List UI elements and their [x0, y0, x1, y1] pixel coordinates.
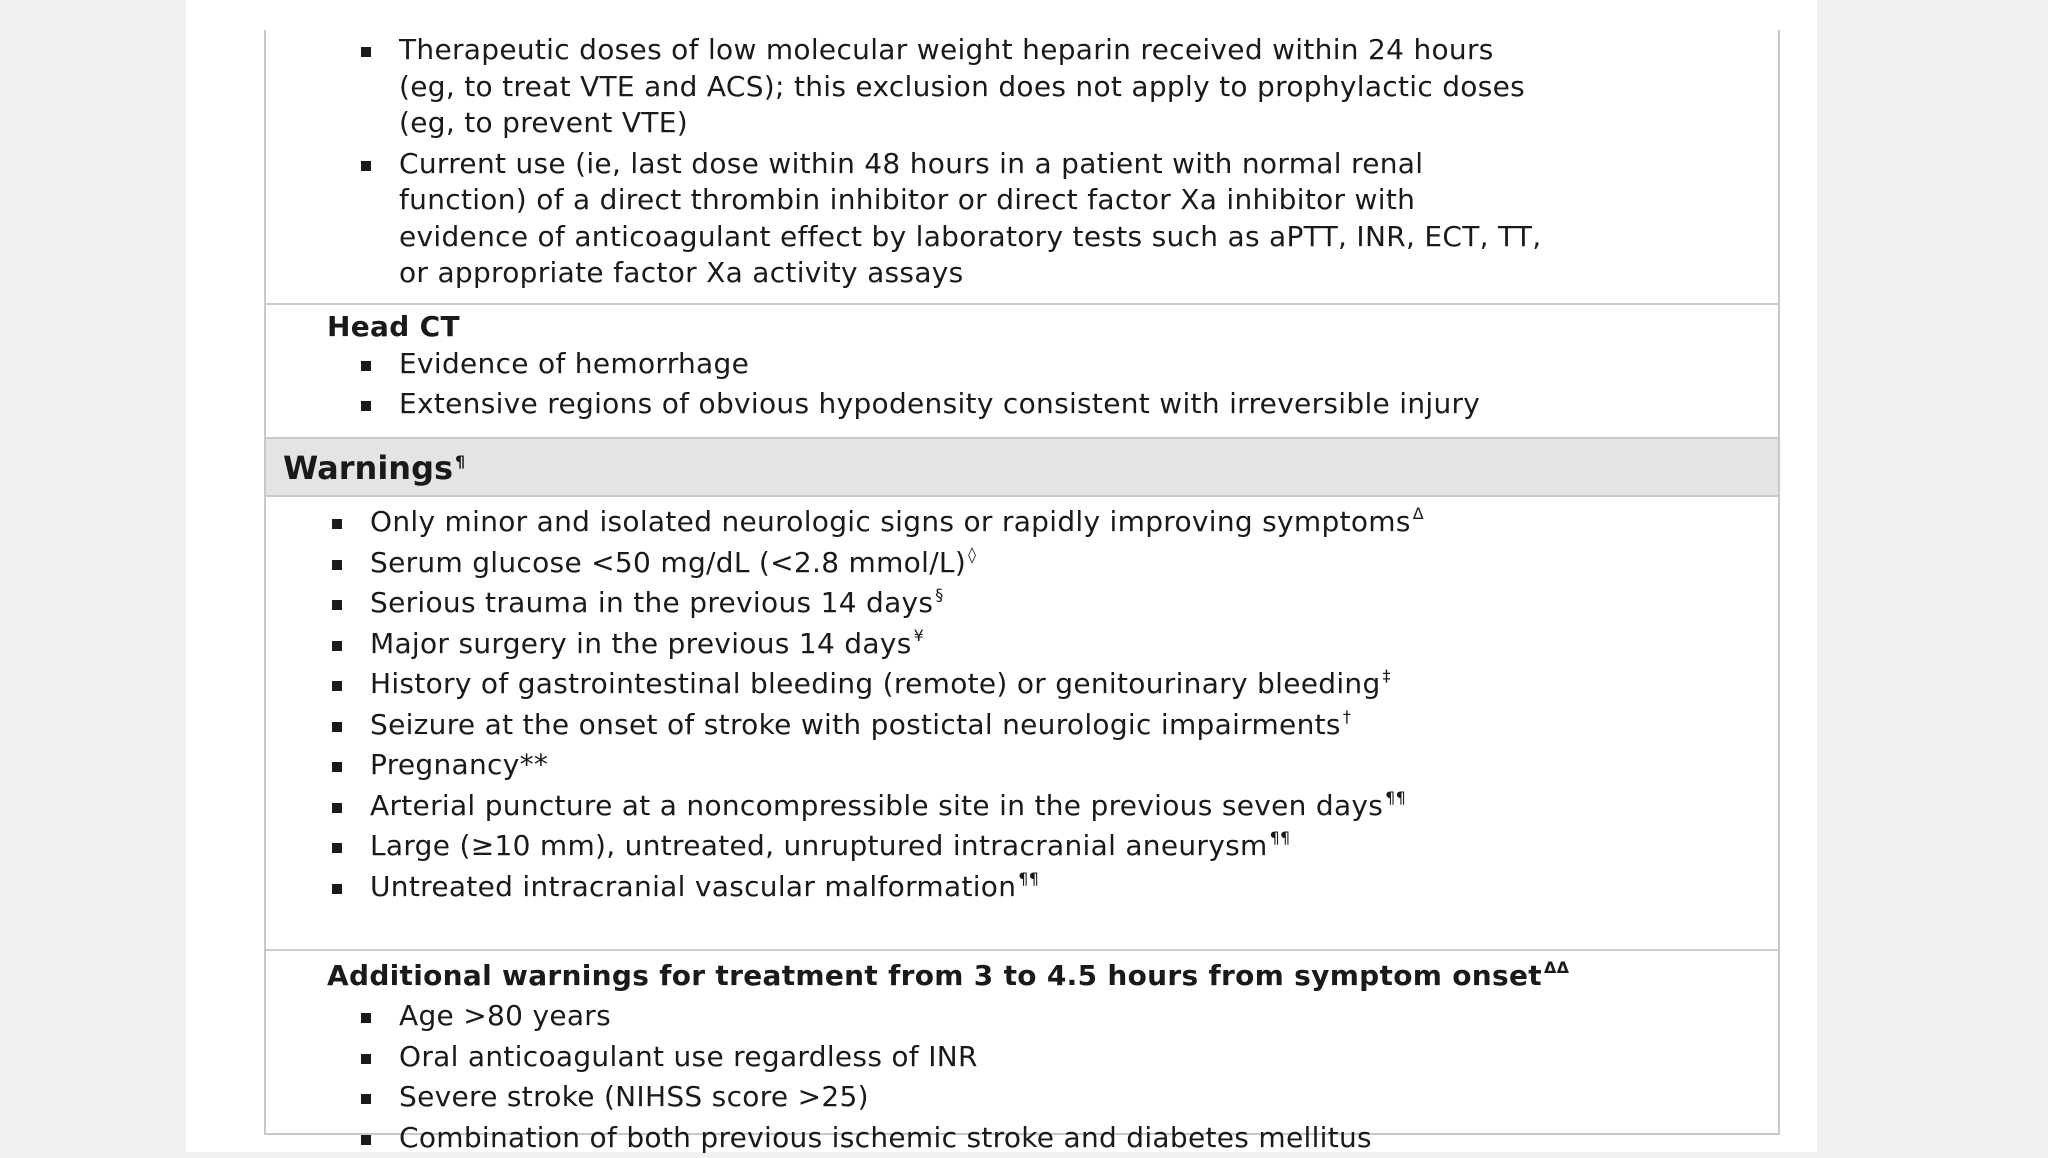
footnote-marker: ¥: [914, 626, 924, 645]
list-item: [266, 624, 1778, 665]
footnote-marker: †: [1343, 707, 1351, 726]
bullet-icon: [361, 1135, 371, 1145]
exclusion-list: [266, 30, 1778, 292]
item-text: Arterial puncture at a noncompressible site in the previous seven days: [370, 789, 1383, 822]
bullet-icon: [332, 519, 342, 529]
additional-warnings-list: [266, 995, 1778, 1158]
bullet-icon: [332, 762, 342, 772]
additional-title-sup: ΔΔ: [1544, 958, 1569, 977]
item-line: Therapeutic doses of low molecular weight heparin received within 24 hours: [399, 33, 1494, 66]
item-text: Serious trauma in the previous 14 days: [370, 586, 933, 619]
list-item: [266, 745, 1778, 786]
footnote-marker: Δ: [1413, 504, 1424, 523]
contraindications-table: [264, 30, 1780, 1135]
item-text: History of gastrointestinal bleeding (remote) or genitourinary bleeding: [370, 667, 1381, 700]
bullet-icon: [361, 1094, 371, 1104]
item-text: Large (≥10 mm), untreated, unruptured intracranial aneurysm: [370, 829, 1268, 862]
list-item: [266, 32, 1778, 142]
list-item: [266, 386, 1778, 423]
list-item: [266, 346, 1778, 383]
warnings-row: [266, 497, 1778, 949]
bullet-icon: [332, 803, 342, 813]
item-line: or appropriate factor Xa activity assays: [399, 256, 964, 289]
additional-warnings-title: [266, 951, 1778, 995]
list-item: [266, 502, 1778, 543]
item-line: function) of a direct thrombin inhibitor or direct factor Xa inhibitor with: [399, 183, 1415, 216]
item-text: Evidence of hemorrhage: [399, 347, 749, 380]
item-text: Only minor and isolated neurologic signs or rapidly improving symptoms: [370, 505, 1411, 538]
bullet-icon: [361, 47, 371, 57]
item-text: Serum glucose <50 mg/dL (<2.8 mmol/L): [370, 546, 966, 579]
bullet-icon: [332, 722, 342, 732]
additional-warnings-row: [266, 949, 1778, 1135]
bullet-icon: [332, 884, 342, 894]
item-line: Current use (ie, last dose within 48 hours in a patient with normal renal: [399, 147, 1423, 180]
item-line: evidence of anticoagulant effect by laboratory tests such as aPTT, INR, ECT, TT,: [399, 220, 1542, 253]
warnings-header: [266, 437, 1778, 497]
bullet-icon: [332, 560, 342, 570]
bullet-icon: [361, 161, 371, 171]
footnote-marker: ◊: [968, 545, 976, 564]
item-text: Extensive regions of obvious hypodensity consistent with irreversible injury: [399, 387, 1480, 420]
list-item: [266, 664, 1778, 705]
item-line: (eg, to treat VTE and ACS); this exclusion does not apply to prophylactic doses: [399, 70, 1525, 103]
list-item: [266, 867, 1778, 908]
bullet-icon: [332, 641, 342, 651]
additional-title-text: Additional warnings for treatment from 3 to 4.5 hours from symptom onset: [327, 959, 1542, 992]
head-ct-list: [266, 346, 1778, 422]
head-ct-row: [266, 303, 1778, 437]
footnote-marker: ¶¶: [1385, 788, 1406, 807]
head-ct-title: Head CT: [266, 305, 1778, 346]
list-item: [266, 996, 1778, 1037]
bullet-icon: [361, 1054, 371, 1064]
warnings-list: [266, 497, 1778, 907]
bullet-icon: [361, 361, 371, 371]
list-item: [266, 583, 1778, 624]
footnote-marker: ‡: [1383, 666, 1391, 685]
bullet-icon: [332, 600, 342, 610]
list-item: [266, 146, 1778, 292]
item-text: Pregnancy**: [370, 748, 548, 781]
item-text: Severe stroke (NIHSS score >25): [399, 1080, 869, 1113]
exclusion-continuation-row: [266, 30, 1778, 303]
list-item: [266, 826, 1778, 867]
item-text: Oral anticoagulant use regardless of INR: [399, 1040, 978, 1073]
warnings-title: Warnings: [283, 449, 453, 487]
bullet-icon: [361, 1013, 371, 1023]
item-text: Age >80 years: [399, 999, 611, 1032]
item-text: Untreated intracranial vascular malformation: [370, 870, 1016, 903]
list-item: [266, 543, 1778, 584]
warnings-title-sup: ¶: [455, 452, 465, 471]
bullet-icon: [332, 843, 342, 853]
item-line: (eg, to prevent VTE): [399, 106, 688, 139]
list-item: [266, 786, 1778, 827]
item-text: Major surgery in the previous 14 days: [370, 627, 912, 660]
list-item: [266, 705, 1778, 746]
item-text: Combination of both previous ischemic stroke and diabetes mellitus: [399, 1121, 1372, 1154]
bullet-icon: [361, 401, 371, 411]
list-item: [266, 1077, 1778, 1118]
bullet-icon: [332, 681, 342, 691]
list-item: [266, 1037, 1778, 1078]
footnote-marker: ¶¶: [1018, 869, 1039, 888]
footnote-marker: §: [935, 585, 943, 604]
footnote-marker: ¶¶: [1270, 828, 1291, 847]
item-text: Seizure at the onset of stroke with postictal neurologic impairments: [370, 708, 1341, 741]
